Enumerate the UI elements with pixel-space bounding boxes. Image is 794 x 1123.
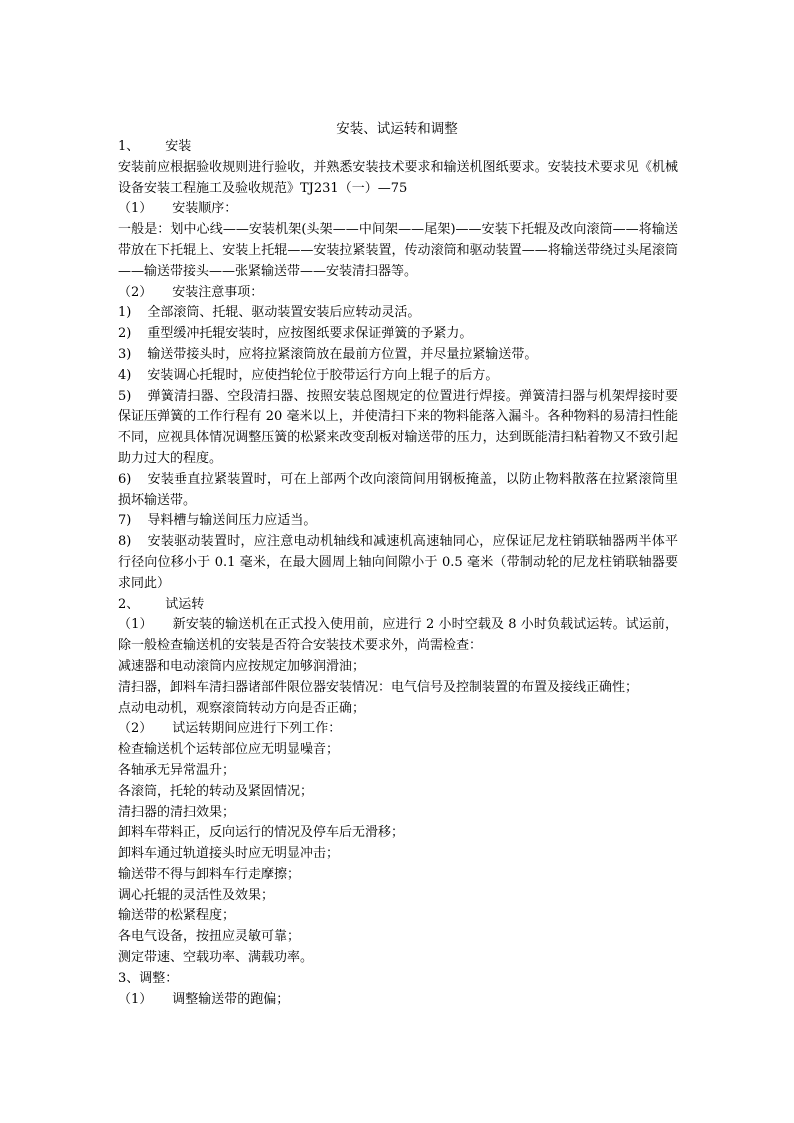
section-1-heading [118,137,678,158]
task-item: 各轴承无异常温升； [118,762,236,778]
subsection-heading [118,199,678,220]
task-item: 卸料车通过轨道接头时应无明显冲击； [118,846,340,862]
item-text: 全部滚筒、托辊、驱动装置安装后应转动灵活。 [147,305,421,321]
task-item: 输送带的松紧程度； [118,908,236,924]
subsection-number: （1） [118,617,153,633]
item-text: 安装垂直拉紧装置时，可在上部两个改向滚筒间用钢板掩盖，以防止物料散落在拉紧滚筒里损坏输送带。 [118,471,678,508]
list-item [118,532,678,594]
item-text: 安装驱动装置时，应注意电动机轴线和减速机高速轴同心，应保证尼龙柱销联轴器两半体平行径向位移小于 0.1 毫米，在最大圆周上轴向间隙小于 0.5 毫米（带制动轮的尼龙柱销联轴器要求同此） [118,534,678,591]
check-item: 减速器和电动滚筒内应按规定加够润滑油； [118,658,366,674]
list-item [118,324,678,345]
task-item: 卸料车带料正，反向运行的情况及停车后无滑移； [118,825,405,841]
section-title: 安装 [165,139,192,154]
section-2-heading [118,595,678,616]
page-title: 安装、试运转和调整 [336,121,458,137]
subsection-text: 新安装的输送机在正式投入使用前，应进行 2 小时空载及 8 小时负载试运转。试运前，除一般检查输送机的安装是否符合安装技术要求外，尚需检查： [118,617,678,654]
subsection-title: 调整输送带的跑偏； [172,991,290,1007]
subsection-title: 安装顺序： [172,201,238,217]
list-item [118,470,678,512]
task-item: 调心托辊的灵活性及效果； [118,887,275,903]
list-item [118,366,678,387]
list-item [118,303,678,324]
item-text: 弹簧清扫器、空段清扫器、按照安装总图规定的位置进行焊接。弹簧清扫器与机架焊接时要保证压弹簧的工作行程有 20 毫米以上，并使清扫下来的物料能落入漏斗。各种物料的易清扫性能不同，应视具体情况调整压簧的松紧来改变刮板对输送带的压力，达到既能清扫粘着物又不致引起助力过大的程度。 [118,388,678,466]
section-3-heading: 3、调整： [118,970,179,986]
item-number: 3) [118,346,132,362]
item-number: 7) [118,513,132,529]
subsection-number: （2） [118,721,153,737]
task-item: 各电气设备，按扭应灵敏可靠； [118,929,301,945]
item-number: 5) [118,388,132,404]
subsection-heading [118,990,678,1011]
list-item [118,345,678,366]
subsection-title: 试运转期间应进行下列工作： [172,721,342,737]
item-text: 导料槽与输送间压力应适当。 [147,513,317,529]
section-number: 2、 [118,596,140,612]
section-number: 1、 [118,139,140,154]
section-title: 试运转 [165,596,205,612]
trial-run-intro [118,615,678,657]
item-number: 4) [118,367,132,383]
task-item: 测定带速、空载功率、满载功率。 [118,950,314,966]
list-item [118,387,678,470]
task-item: 输送带不得与卸料车行走摩擦； [118,866,301,882]
subsection-title: 安装注意事项： [172,284,264,300]
item-text: 输送带接头时，应将拉紧滚筒放在最前方位置，并尽量拉紧输送带。 [147,346,538,362]
install-sequence-text: 一般是：划中心线——安装机架(头架——中间架——尾架)——安装下托辊及改向滚筒——将输送带放在下托辊上、安装上托辊——安装拉紧装置，传动滚筒和驱动装置——将输送带绕过头尾滚筒——输送带接头——张紧输送带——安装清扫器等。 [118,222,678,279]
item-number: 2) [118,326,132,342]
item-text: 安装调心托辊时，应使挡轮位于胶带运行方向上辊子的后方。 [147,367,499,383]
subsection-number: （1） [118,201,153,217]
document-body [118,137,678,1010]
section-1-intro: 安装前应根据验收规则进行验收，并熟悉安装技术要求和输送机图纸要求。安装技术要求见《机械设备安装工程施工及验收规范》TJ231（一）—75 [118,159,678,196]
item-number: 6) [118,471,132,487]
check-item: 点动电动机，观察滚筒转动方向是否正确； [118,700,366,716]
item-text: 重型缓冲托辊安装时，应按图纸要求保证弹簧的予紧力。 [147,326,473,342]
task-item: 各滚筒，托轮的转动及紧固情况； [118,783,314,799]
subsection-heading [118,283,678,304]
subsection-heading [118,719,678,740]
list-item [118,511,678,532]
check-item: 清扫器，卸料车清扫器诸部件限位器安装情况：电气信号及控制装置的布置及接线正确性； [118,679,639,695]
item-number: 8) [118,534,132,550]
item-number: 1) [118,305,132,321]
task-item: 清扫器的清扫效果； [118,804,236,820]
task-item: 检查输送机个运转部位应无明显噪音； [118,742,340,758]
subsection-number: （2） [118,284,153,300]
subsection-number: （1） [118,991,153,1007]
